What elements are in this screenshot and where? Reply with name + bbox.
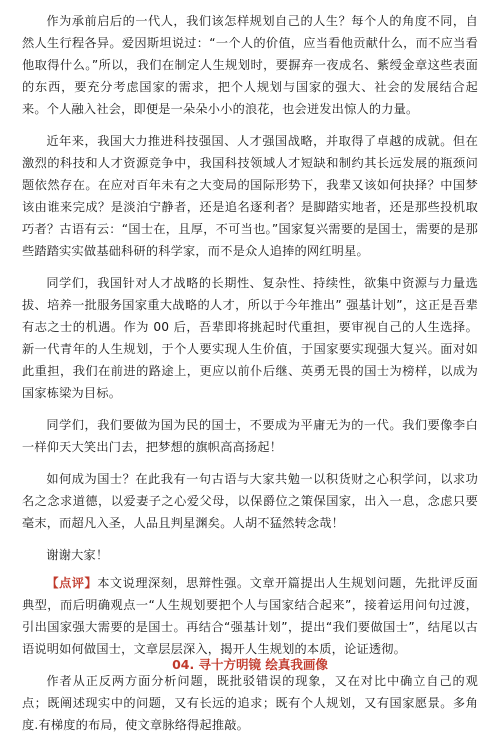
paragraph-5: 如何成为国士？在此我有一句古语与大家共勉一以积货财之心积学问，以求功名之念求道德，以爱妻子之心爱父母，以保爵位之策保国家，出入一息，念虑只要毫末，而超凡入圣，人品且判星渊矣。人胡不猛然转念哉！	[22, 472, 478, 530]
comment-text: 本文说理深刻，思辩性强。文章开篇提出人生规划问题，先批评反面典型，而后明确观点一“人生规划要把个人与国家结合起来”，接着运用问句过渡，引出国家强大需要的是国士。再结合“强基计划”，提出“我们要做国士”，结尾以古语说明如何做国士，文章层层深入，揭开人生规划的本质，论证透彻。	[22, 576, 479, 656]
paragraph-2: 近年来，我国大力推进科技强国、人才强国战略，并取得了卓越的成就。但在激烈的科技和人才资源竞争中，我国科技领域人才短缺和制约其长远发展的瓶颈问题依然存在。在应对百年未有之大变局的国际形势下，我辈又该如何抉择？中国梦该由谁来完成？是淡泊宁静者，还是追名逐利者？是脚踏实地者，还是那些投机取巧者？古语有云：“国士在，且厚，不可当也。”国家复兴需要的是国士，需要的是那些踏踏实实做基础科研的科学家，而不是众人追捧的网红明星。	[22, 134, 478, 258]
paragraph-1: 作为承前启后的一代人，我们该怎样规划自己的人生？每个人的角度不同，自然人生行程各异。爱因斯坦说过：“一个人的价值，应当看他贡献什么，而不应当看他取得什么。”所以，我们在制定人生规划时，要摒弃一夜成名、紫绶金章这些表面的东西，要充分考虑国家的需求，把个人规划与国家的强大、社会的发展结合起来。个人融入社会，即便是一朵朵小小的浪花，也会迸发出惊人的力量。	[22, 14, 478, 116]
closing-paragraph: 作者从正反两方面分析问题，既批驳错误的现象，又在对比中确立自己的观点；既阐述现实中的问题，又有长远的追求；既有个人规划，又有国家愿景。多角度.有梯度的布局，使文章脉络得起推敲。	[22, 674, 478, 732]
paragraph-3: 同学们，我国针对人才战略的长期性、复杂性、持续性，欲集中资源与力量选拔、培养一批服务国家重大战略的人才，所以于今年推出” 强基计划”，这正是吾辈有志之士的机遇。作为 00 后，吾辈即将挑起时代重担，要审视自己的人生选择。新一代青年的人生规划，于个人要实现人生价值，于国家要实现强大复兴。面对如此重担，我们在前进的路途上，更应以前仆后继、英勇无畏的国士为榜样，以成为国家栋梁为目标。	[22, 276, 478, 400]
comment-paragraph	[22, 572, 478, 660]
paragraph-thanks: 谢谢大家！	[46, 548, 109, 562]
comment-tag: 【点评】	[46, 576, 98, 590]
paragraph-4: 同学们，我们要做为国为民的国士，不要成为平庸无为的一代。我们要像李白一样仰天大笑出门去，把梦想的旗帜高高扬起！	[22, 418, 478, 454]
next-section-title: 04. 寻十方明镜 绘真我画像	[172, 657, 328, 672]
